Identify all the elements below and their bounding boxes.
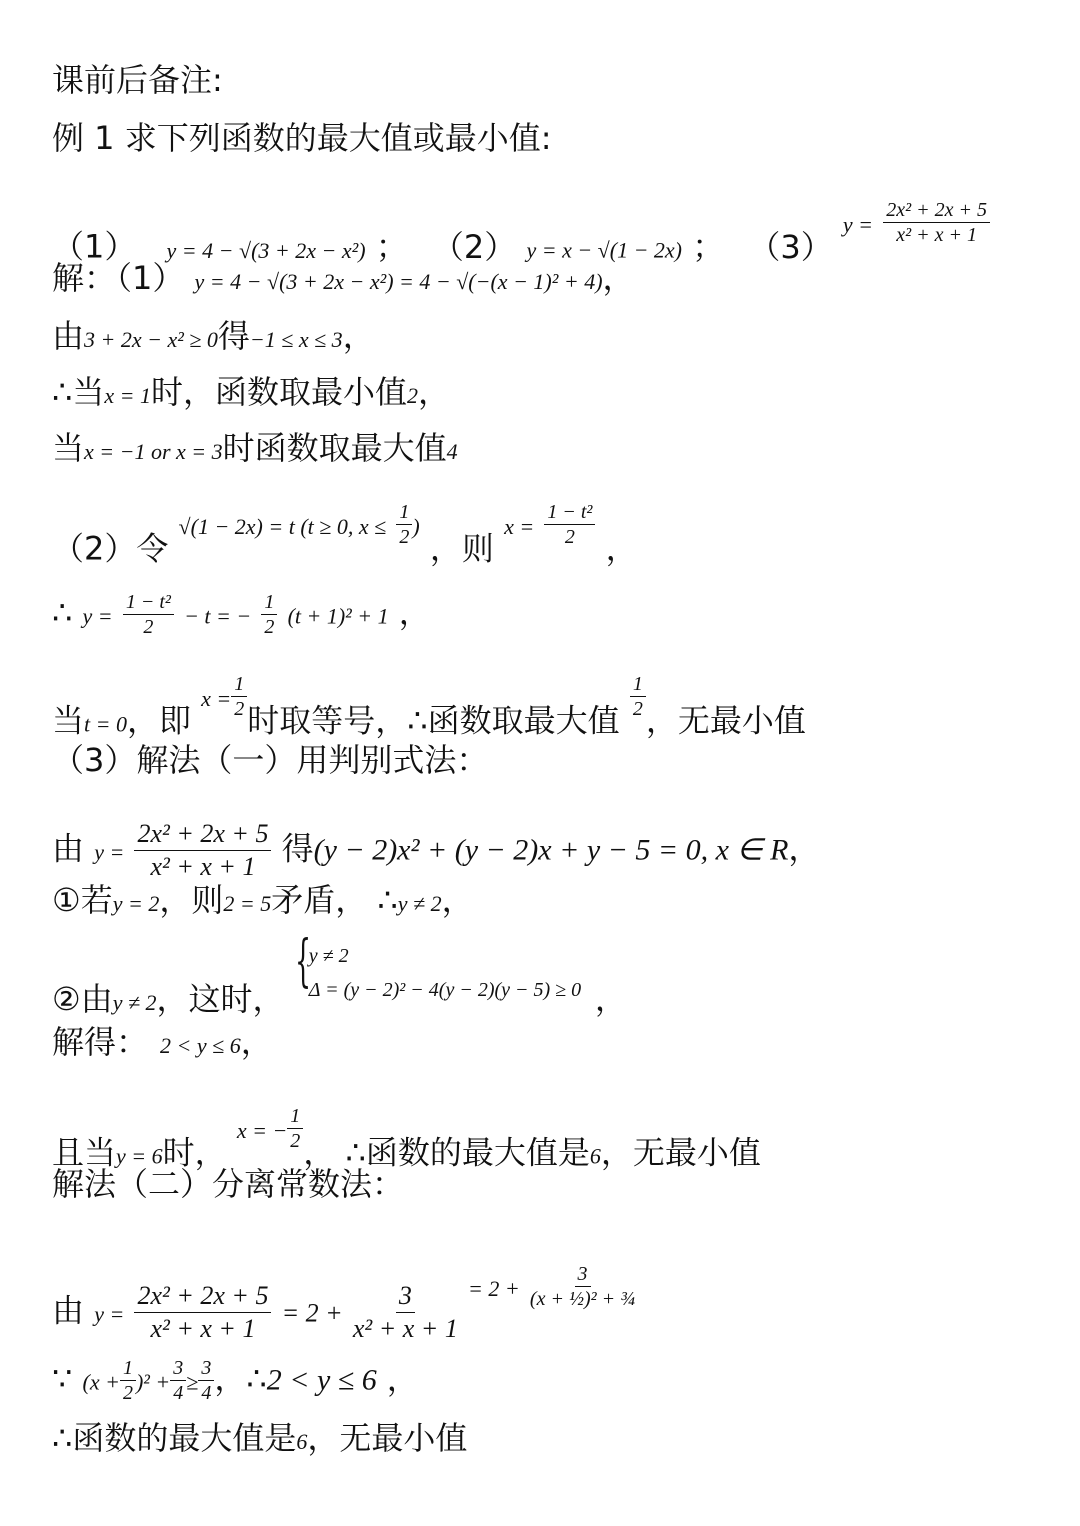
inequality-system: { y ≠ 2 Δ = (y − 2)² − 4(y − 2)(y − 5) ≥ 0 — [294, 929, 582, 1001]
problem-2-formula: y = x − √(1 − 2x) — [526, 237, 683, 263]
problem-3-formula: y = $\frac{\text{2x² + 2x + 5}}{\text{x² + x + 1}}$ — [843, 202, 990, 240]
problem-list: （1） y = 4 − √(3 + 2x − x²) ； （2） y = x − √(1 − 2x) ； （3） y = $\frac{\text{2x² + 2x + 5}}{\text{x² + x + 1}}$ — [52, 198, 990, 271]
example-heading: 例 1 求下列函数的最大值或最小值: — [52, 119, 552, 157]
remark-heading: 课前后备注: — [52, 61, 223, 99]
solution-domain-line: 由3 + 2x − x² ≥ 0得−1 ≤ x ≤ 3， — [52, 317, 375, 355]
quadratic-form-line: ∴ y = $\frac{\text{1 − t²}}{2}$ − t = − $\frac{1}{2}$ (t + 1)² + 1 ， — [52, 591, 431, 638]
equality-line: 当t = 0，即 x = $\frac{1}{2}$ 时取等号，∴函数取最大值 $\frac{1}{2}$ ，无最小值 — [52, 673, 806, 740]
solution-max-line: 当x = −1 or x = 3时函数取最大值4 — [52, 429, 458, 467]
problem-1-formula: y = 4 − √(3 + 2x − x²) — [166, 237, 366, 263]
substitution-line: （2）令 √(1 − 2x) = t (t ≥ 0, x ≤ $\frac{1}{2}$ ) ，则 x = $\frac{\text{1 − t²}}{2}$ ， — [52, 501, 638, 568]
method-1-heading: （3）解法（一）用判别式法： — [52, 741, 489, 779]
case-2-line: ②由y ≠ 2，这时， { y ≠ 2 Δ = (y − 2)² − 4(y − 2)(y − 5) ≥ 0 ， — [52, 929, 627, 1018]
case-1-line: ①若y = 2，则2 = 5矛盾， ∴y ≠ 2， — [52, 881, 474, 919]
bound-line: ∵ (x + $\frac{1}{2}$ )² + $\frac{3}{4}$ ≥ $\frac{3}{4}$ ，∴2 < y ≤ 6 ， — [52, 1357, 419, 1404]
discriminant-line: 由 y = $\frac{\text{2x² + 2x + 5}}{\text{x² + x + 1}}$ 得(y − 2)x² + (y − 2)x + y − 5 = 0, x ∈ R， — [52, 819, 821, 881]
brace-symbol: { — [294, 929, 311, 994]
max-value-line: 且当y = 6时， x = − $\frac{1}{2}$ ， ∴函数的最大值是6，无最小值 — [52, 1105, 761, 1172]
method-2-heading: 解法（二）分离常数法： — [52, 1165, 405, 1203]
solution-1-line: 解：（1） y = 4 − √(3 + 2x − x²) = 4 − √(−(x − 1)² + 4)， — [52, 259, 635, 297]
separation-line: 由 y = $\frac{\text{2x² + 2x + 5}}{\text{x² + x + 1}}$ = 2 + $\frac{3}{\text{x² + x + 1}}$ = 2 + $\frac{3}{\text{(x + ½)² + ¾}}$ — [52, 1263, 636, 1343]
solve-line: 解得： 2 < y ≤ 6， — [52, 1023, 273, 1061]
conclusion-line: ∴函数的最大值是6，无最小值 — [52, 1419, 468, 1457]
solution-min-line: ∴当x = 1时，函数取最小值2， — [52, 373, 451, 411]
